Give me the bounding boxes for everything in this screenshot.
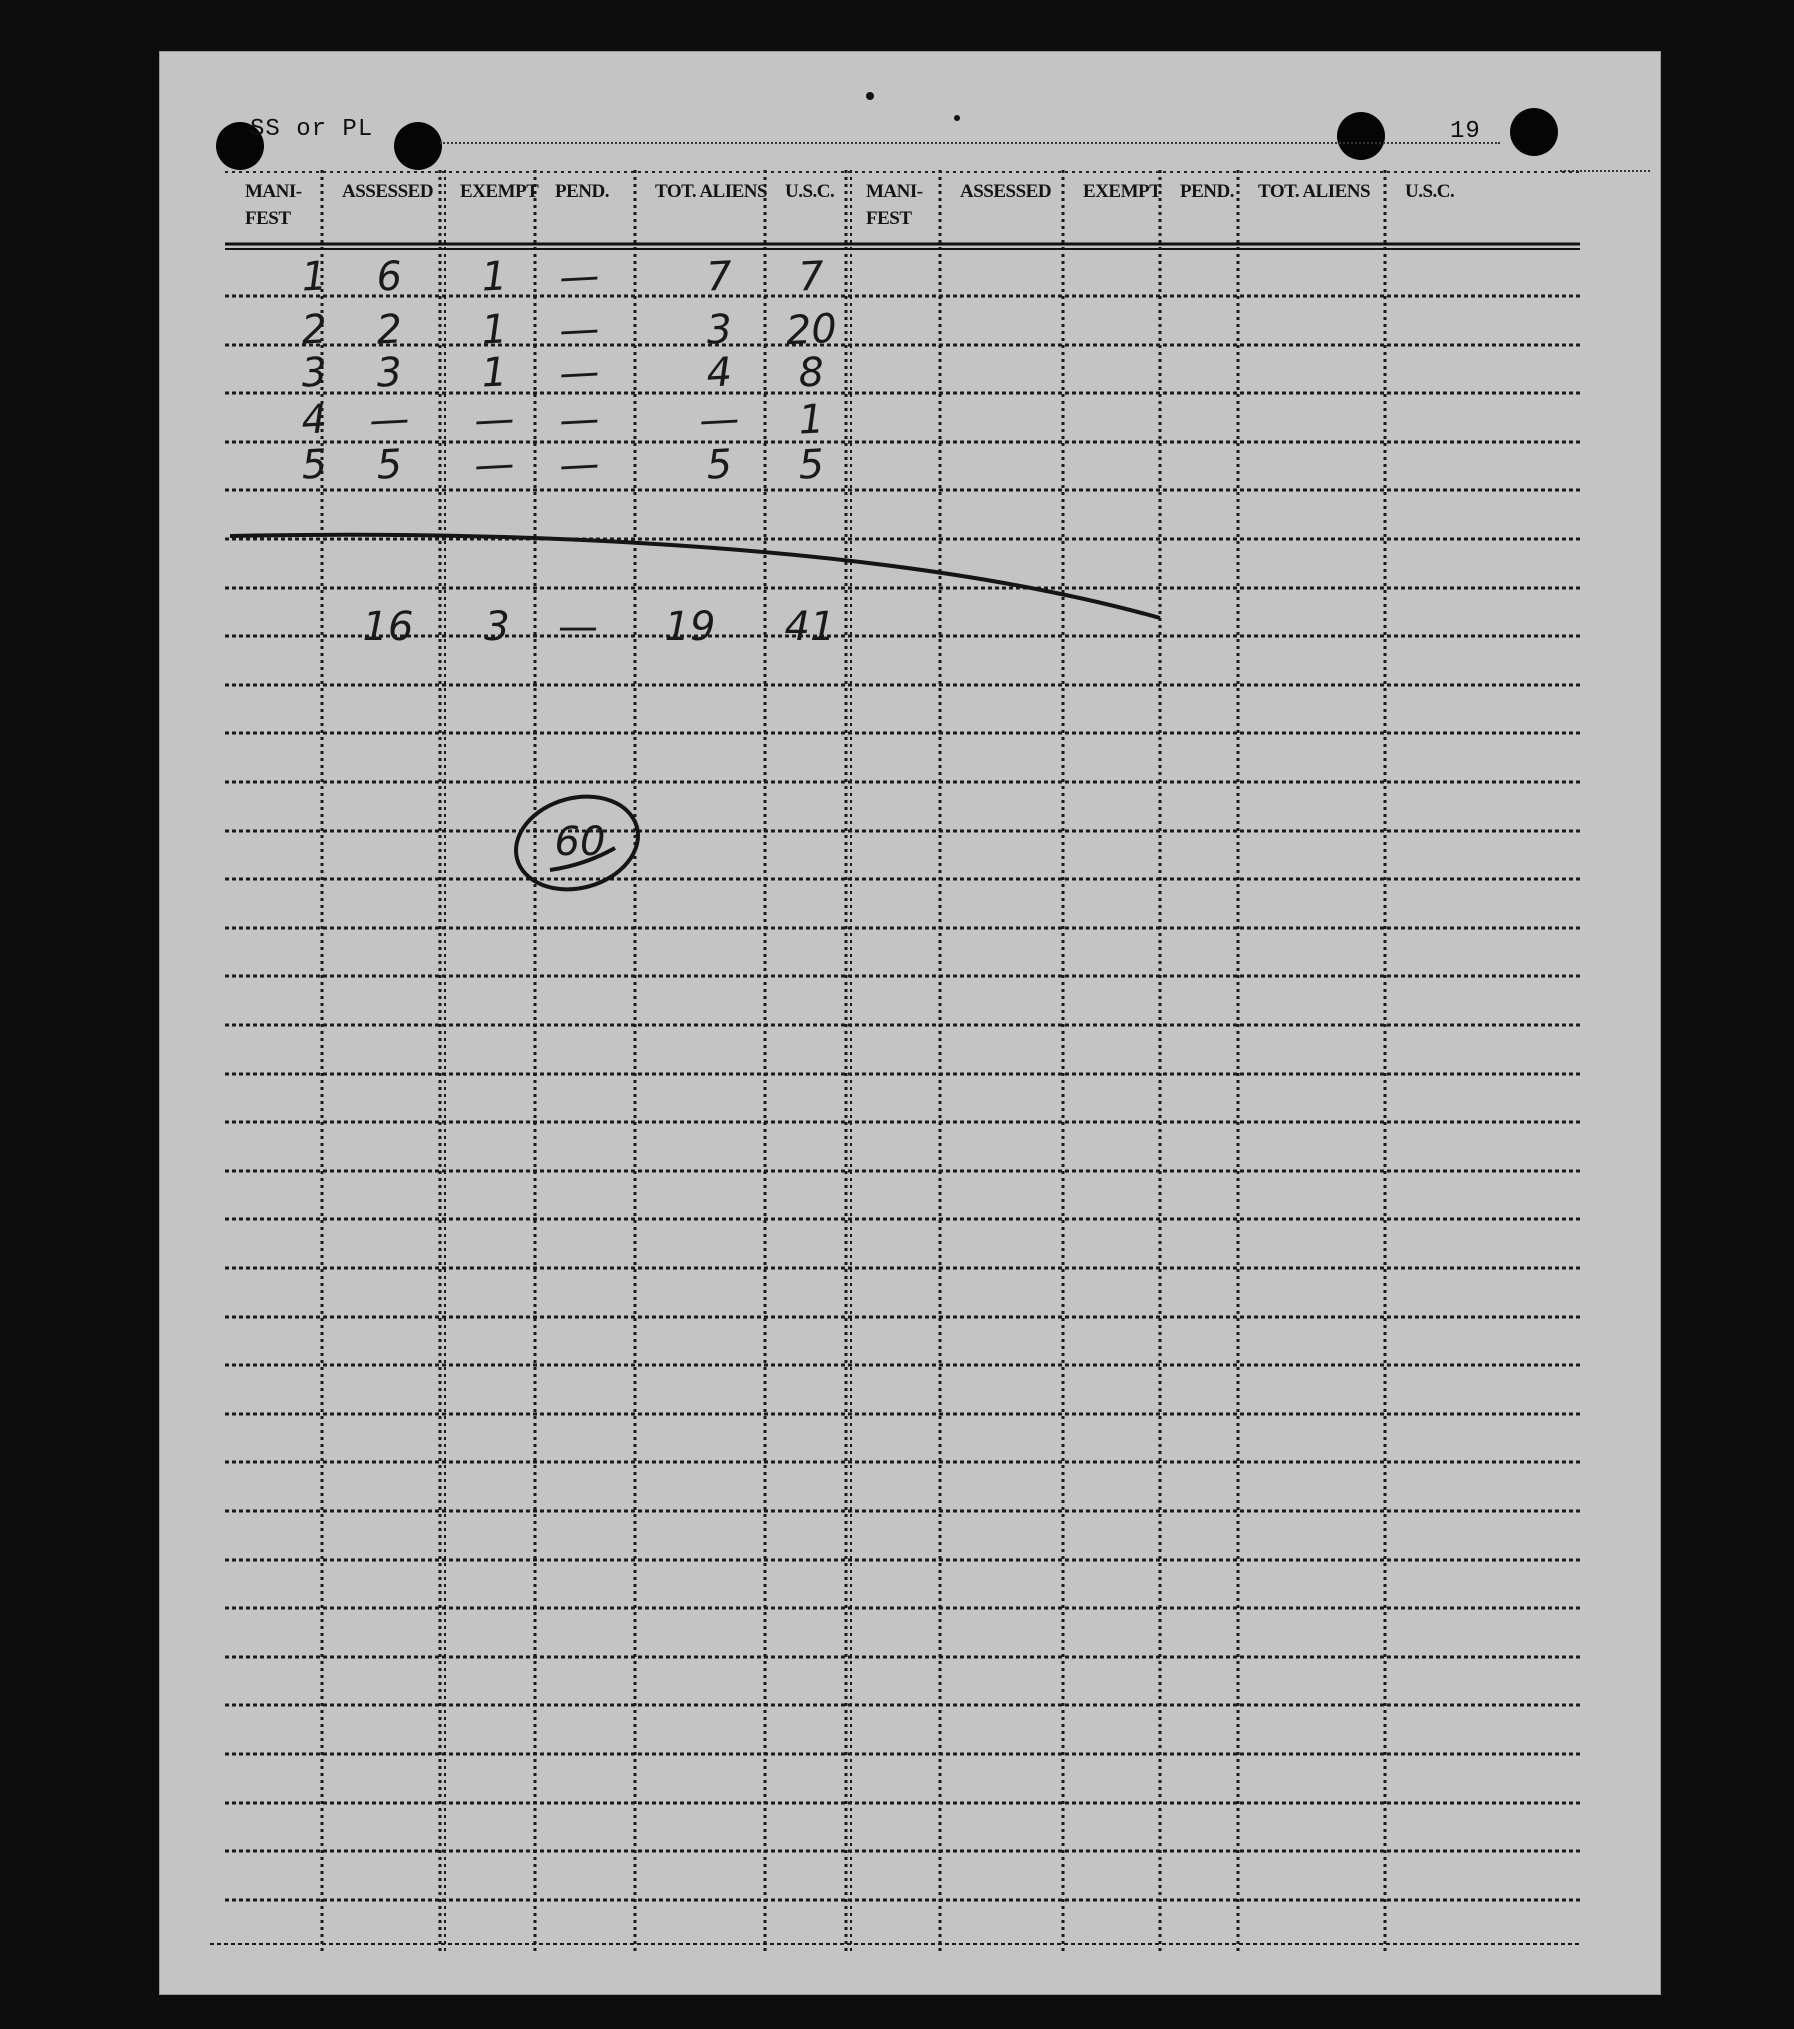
entry-assessed: — [368,396,411,445]
column-header: EXEMPT [1083,181,1162,202]
entry-exempt: 1 [480,306,509,354]
entry-pend: — [558,396,601,445]
header-ship-label: SS or PL [250,116,374,143]
entry-pend: — [558,441,601,490]
ink-speck [866,92,874,100]
total-usc: 41 [784,604,836,650]
entry-exempt: — [473,441,516,490]
entry-exempt: — [473,396,516,445]
entry-tot_aliens: 5 [705,441,734,489]
entry-exempt: 1 [480,349,509,397]
column-header: TOT. ALIENS [655,181,768,202]
entry-assessed: 6 [375,253,404,301]
entry-tot_aliens: 4 [705,349,734,397]
column-header: EXEMPT [460,181,539,202]
entry-exempt: 1 [480,253,509,301]
entry-manifest: 5 [300,441,329,489]
entry-usc: 1 [797,396,826,444]
total-exempt: 3 [484,604,510,650]
entry-manifest: 4 [300,396,329,444]
entry-assessed: 3 [375,349,404,397]
ink-speck [954,115,960,121]
total-assessed: 16 [362,604,414,650]
total-pend: — [558,604,598,650]
entry-usc: 7 [797,253,826,301]
column-header: U.S.C. [1405,181,1455,202]
entry-usc: 5 [797,441,826,489]
entry-assessed: 5 [375,441,404,489]
entry-tot_aliens: 7 [705,253,734,301]
column-header: PEND. [1180,181,1234,202]
entry-manifest: 1 [300,253,329,301]
column-header: ASSESSED [960,181,1052,202]
entry-pend: — [558,306,601,355]
entry-pend: — [558,349,601,398]
entry-manifest: 2 [300,306,329,354]
total-tot_aliens: 19 [664,604,716,650]
entry-assessed: 2 [375,306,404,354]
header-year-label: 19 [1450,118,1481,145]
column-header: MANI- FEST [866,181,923,229]
circled-total: 60 [554,819,606,865]
entry-pend: — [558,253,601,302]
column-header: TOT. ALIENS [1258,181,1371,202]
entry-manifest: 3 [300,349,329,397]
column-header: PEND. [555,181,609,202]
column-header: ASSESSED [342,181,434,202]
column-header: MANI- FEST [245,181,302,229]
column-header: U.S.C. [785,181,835,202]
entry-usc: 20 [784,305,838,355]
entry-tot_aliens: — [698,396,741,445]
entry-tot_aliens: 3 [705,306,734,354]
entry-usc: 8 [797,349,826,397]
